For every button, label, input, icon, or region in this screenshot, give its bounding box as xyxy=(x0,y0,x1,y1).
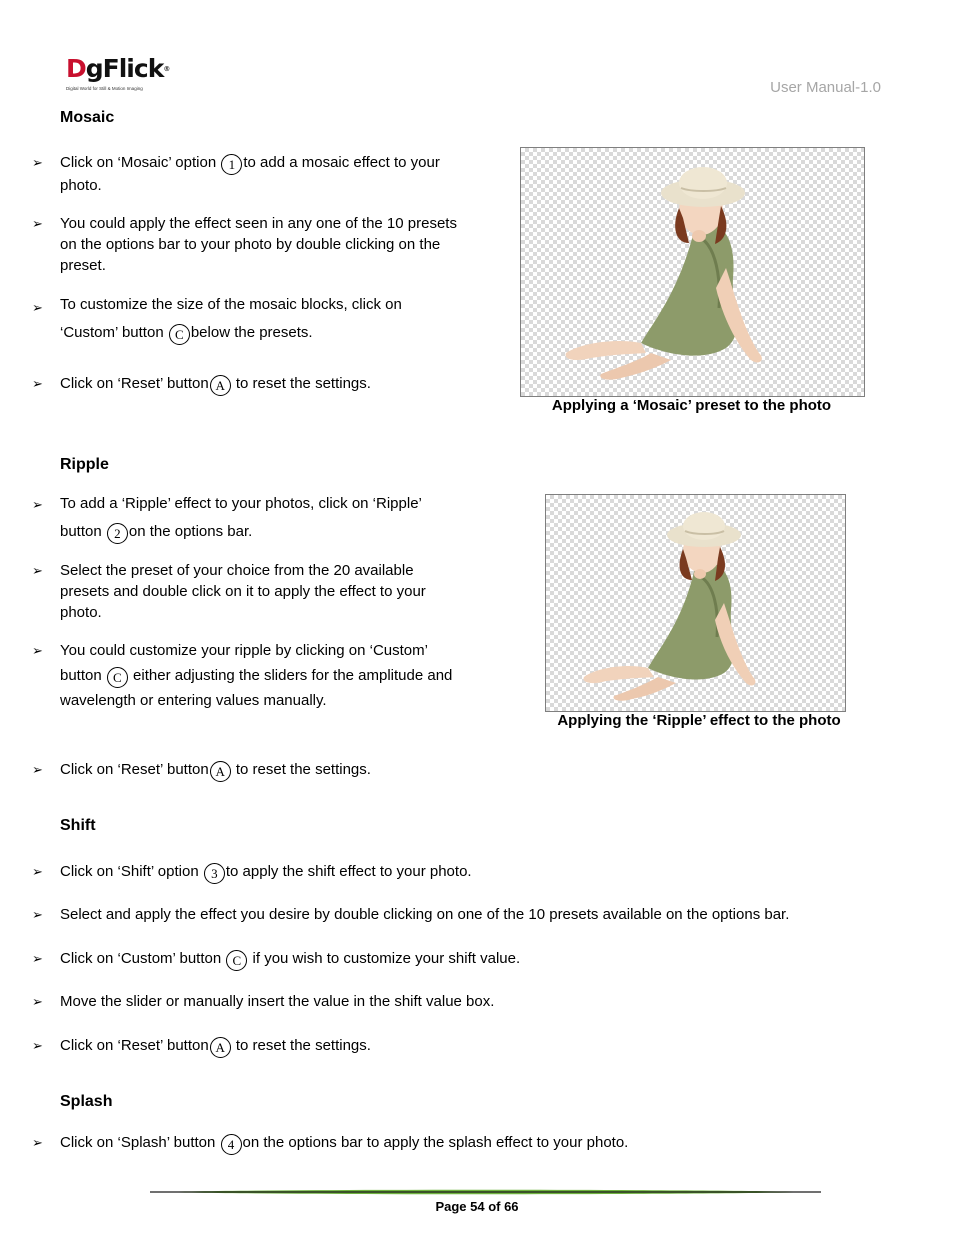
callout-c-icon: C xyxy=(107,667,128,688)
bullet-arrow-icon: ➢ xyxy=(32,864,43,879)
callout-1-icon: 1 xyxy=(221,154,242,175)
callout-a-icon: A xyxy=(210,375,231,396)
callout-a-icon: A xyxy=(210,761,231,782)
callout-c-icon: C xyxy=(226,950,247,971)
callout-c-icon: C xyxy=(169,324,190,345)
bullet-text: if you wish to customize your shift value. xyxy=(248,950,521,967)
bullet-text: Select the preset of your choice from the 20 available presets and double click on it to apply the effect to your photo. xyxy=(60,562,426,621)
bullet-arrow-icon: ➢ xyxy=(32,762,43,777)
section-heading-ripple: Ripple xyxy=(60,456,109,473)
bullet-text: to reset the settings. xyxy=(231,1037,371,1054)
bullet-arrow-icon: ➢ xyxy=(32,1135,43,1150)
manual-version-label: User Manual-1.0 xyxy=(770,79,881,96)
bullet-text: Click on ‘Reset’ button xyxy=(60,375,209,392)
bullet-arrow-icon: ➢ xyxy=(32,907,43,922)
bullet-text: To add a ‘Ripple’ effect to your photos, click on ‘Ripple’ button xyxy=(60,495,422,540)
section-heading-mosaic: Mosaic xyxy=(60,109,115,126)
bullet-text: to reset the settings. xyxy=(231,761,371,778)
figure-caption: Applying the ‘Ripple’ effect to the photo xyxy=(557,712,841,729)
bullet-arrow-icon: ➢ xyxy=(32,376,43,391)
bullet-arrow-icon: ➢ xyxy=(32,563,43,578)
bullet-text: To customize the size of the mosaic blocks, click on ‘Custom’ button xyxy=(60,296,402,341)
bullet-text: Click on ‘Mosaic’ option xyxy=(60,154,221,171)
bullet-arrow-icon: ➢ xyxy=(32,216,43,231)
bullet-text: either adjusting the sliders for the amplitude and wavelength or entering values manually. xyxy=(60,667,453,709)
section-heading-splash: Splash xyxy=(60,1093,113,1110)
dgflick-logo xyxy=(66,54,170,96)
bullet-arrow-icon: ➢ xyxy=(32,951,43,966)
bullet-arrow-icon: ➢ xyxy=(32,497,43,512)
bullet-text: Click on ‘Reset’ button xyxy=(60,761,209,778)
bullet-arrow-icon: ➢ xyxy=(32,1038,43,1053)
bullet-text: You could apply the effect seen in any one of the 10 presets on the options bar to your photo by double clicking on the preset. xyxy=(60,215,457,274)
logo-wordmark: gFlick xyxy=(85,54,164,83)
logo-mark: D xyxy=(66,54,86,83)
bullet-text: Click on ‘Splash’ button xyxy=(60,1134,220,1151)
bullet-arrow-icon: ➢ xyxy=(32,994,43,1009)
callout-4-icon: 4 xyxy=(221,1134,242,1155)
section-heading-shift: Shift xyxy=(60,817,96,834)
bullet-text: Select and apply the effect you desire by double clicking on one of the 10 presets available on the options bar. xyxy=(60,906,790,923)
bullet-text: You could customize your ripple by clicking on ‘Custom’ button xyxy=(60,642,428,684)
bullet-arrow-icon: ➢ xyxy=(32,155,43,170)
bullet-text: Click on ‘Custom’ button xyxy=(60,950,226,967)
bullet-text: to reset the settings. xyxy=(231,375,371,392)
ripple-preview-photo xyxy=(545,494,846,712)
page-number: Page 54 of 66 xyxy=(435,1199,519,1214)
girl-in-hat-image xyxy=(521,148,864,396)
mosaic-preview-photo xyxy=(520,147,865,397)
logo-tagline: Digital World for Still & Motion Imaging xyxy=(66,86,143,91)
callout-a-icon: A xyxy=(210,1037,231,1058)
bullet-text: to add a mosaic effect to your photo. xyxy=(60,154,440,194)
footer-divider xyxy=(150,1188,821,1196)
callout-2-icon: 2 xyxy=(107,523,128,544)
bullet-text: below the presets. xyxy=(190,324,313,341)
bullet-text: on the options bar. xyxy=(128,523,253,540)
bullet-text: Click on ‘Shift’ option xyxy=(60,863,203,880)
bullet-arrow-icon: ➢ xyxy=(32,300,43,315)
bullet-text: Click on ‘Reset’ button xyxy=(60,1037,209,1054)
bullet-arrow-icon: ➢ xyxy=(32,643,43,658)
bullet-text: Move the slider or manually insert the value in the shift value box. xyxy=(60,993,495,1010)
bullet-text: to apply the shift effect to your photo. xyxy=(225,863,472,880)
registered-mark: ® xyxy=(163,65,170,73)
callout-3-icon: 3 xyxy=(204,863,225,884)
girl-in-hat-image xyxy=(546,495,845,711)
figure-caption: Applying a ‘Mosaic’ preset to the photo xyxy=(551,397,832,414)
bullet-text: on the options bar to apply the splash effect to your photo. xyxy=(242,1134,629,1151)
